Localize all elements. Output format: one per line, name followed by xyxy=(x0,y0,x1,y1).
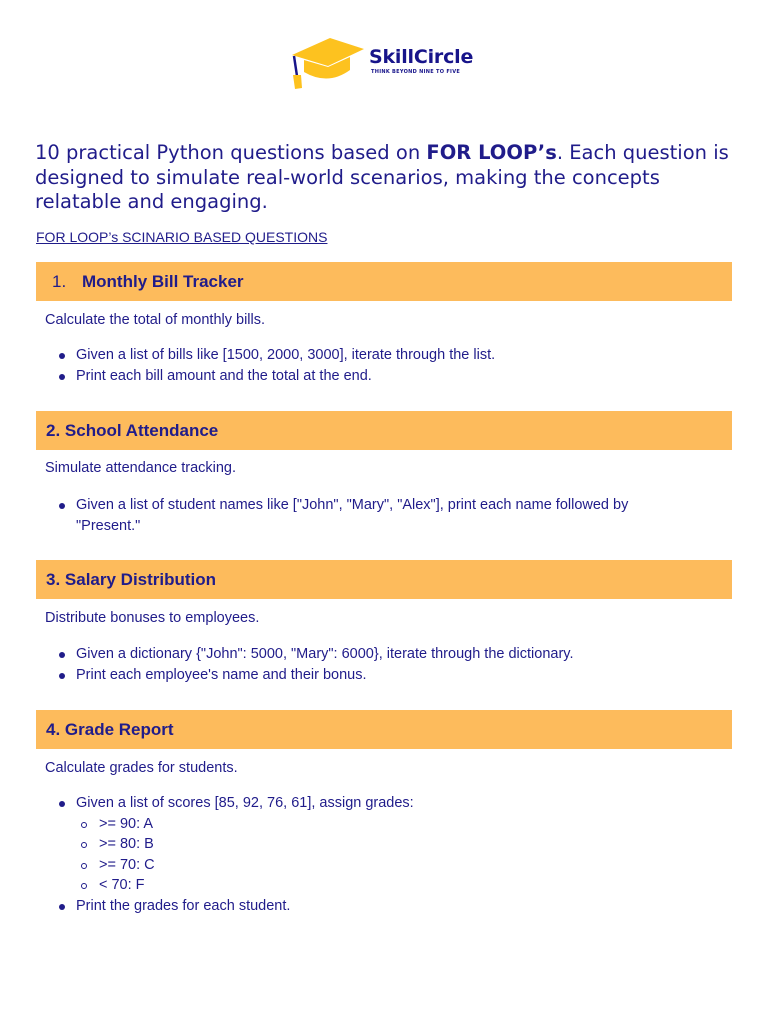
question-2-title: 2. School Attendance xyxy=(46,420,219,440)
list-item: Print each bill amount and the total at the end. xyxy=(58,366,698,387)
question-4-description: Calculate grades for students. xyxy=(45,760,238,776)
question-1-description: Calculate the total of monthly bills. xyxy=(45,312,266,328)
list-item: Print the grades for each student. xyxy=(58,896,698,917)
question-3-header xyxy=(36,560,732,599)
question-4-title: 4. Grade Report xyxy=(46,719,174,739)
list-item: Given a list of student names like ["John", "Mary", "Alex"], print each name followed by "Present." xyxy=(58,495,658,536)
question-3-title: 3. Salary Distribution xyxy=(46,569,217,589)
brand-tagline: THINK BEYOND NINE TO FIVE xyxy=(371,69,461,75)
brand-logo xyxy=(290,36,490,96)
question-2-header xyxy=(36,411,732,450)
question-2-bullets xyxy=(58,495,658,536)
question-4-header xyxy=(36,710,732,749)
list-item: Given a list of bills like [1500, 2000, 3000], iterate through the list. xyxy=(58,345,698,366)
section-subtitle: FOR LOOP’s SCINARIO BASED QUESTIONS xyxy=(36,229,328,245)
question-1-bullets xyxy=(58,345,698,386)
sub-list-item: >= 70: C xyxy=(76,855,698,876)
question-1-header xyxy=(36,262,732,301)
list-item: Print each employee's name and their bonus. xyxy=(58,665,698,686)
sub-list-item: >= 80: B xyxy=(76,834,698,855)
list-item xyxy=(58,793,698,896)
sub-list-item: < 70: F xyxy=(76,875,698,896)
question-1-number: 1. xyxy=(52,271,67,291)
intro-emphasis: FOR LOOP’s xyxy=(426,141,557,164)
graduation-cap-icon xyxy=(290,36,368,94)
question-1-title: Monthly Bill Tracker xyxy=(82,271,244,291)
question-3-description: Distribute bonuses to employees. xyxy=(45,610,260,626)
intro-text-start: 10 practical Python questions based on xyxy=(35,141,427,164)
question-2-description: Simulate attendance tracking. xyxy=(45,460,237,476)
grade-scale-list xyxy=(76,814,698,896)
list-item-text: Given a list of scores [85, 92, 76, 61], assign grades: xyxy=(76,795,414,811)
intro-paragraph xyxy=(35,141,740,215)
brand-name: SkillCircle xyxy=(369,46,474,68)
sub-list-item: >= 90: A xyxy=(76,814,698,835)
question-4-bullets xyxy=(58,793,698,916)
list-item: Given a dictionary {"John": 5000, "Mary": 6000}, iterate through the dictionary. xyxy=(58,644,698,665)
question-3-bullets xyxy=(58,644,698,685)
intro-text-end: . Each question is designed to simulate real-world scenarios, making the concepts relatable and engaging. xyxy=(35,141,729,213)
